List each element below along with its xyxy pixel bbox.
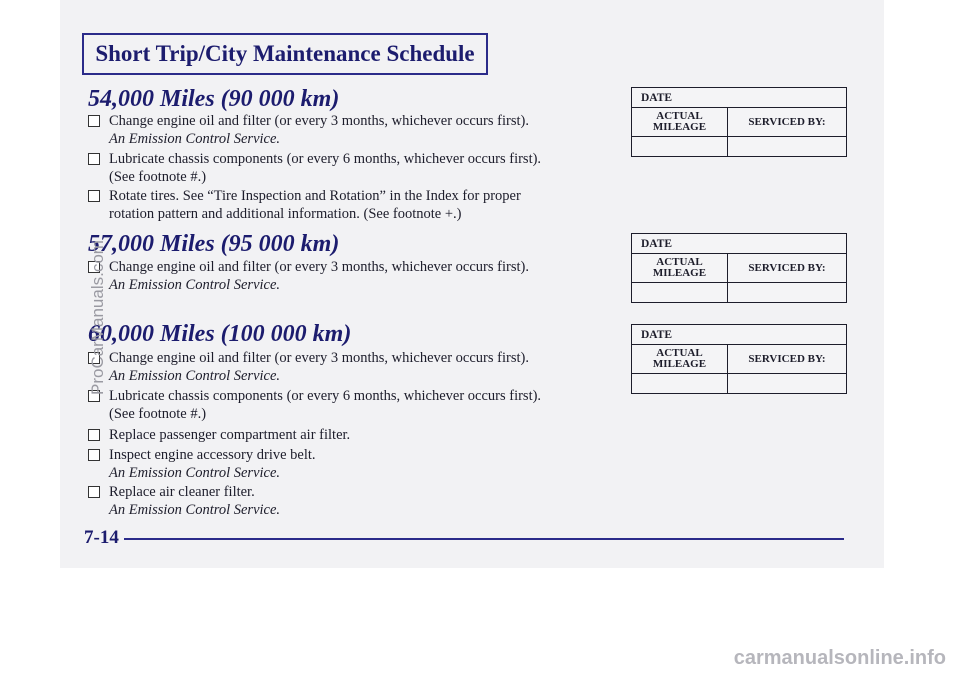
actual-mileage-header: ACTUAL MILEAGE: [632, 108, 728, 136]
checklist-item: Rotate tires. See “Tire Inspection and Rotation” in the Index for proper rotation pattern and additional information. (See footnote +.): [88, 187, 608, 223]
checkbox[interactable]: [88, 190, 100, 202]
date-field[interactable]: DATE: [632, 88, 846, 108]
checkbox[interactable]: [88, 429, 100, 441]
checklist-item: Change engine oil and filter (or every 3 months, whichever occurs first). An Emission Control Service.: [88, 112, 608, 148]
checklist-item: Inspect engine accessory drive belt. An Emission Control Service.: [88, 446, 608, 482]
checklist-item: Change engine oil and filter (or every 3 months, whichever occurs first). An Emission Control Service.: [88, 349, 608, 385]
mileage-entry-cell[interactable]: [632, 283, 728, 302]
checkbox[interactable]: [88, 449, 100, 461]
mileage-entry-cell[interactable]: [632, 137, 728, 156]
service-record-table: [631, 324, 847, 394]
checklist-item: Lubricate chassis components (or every 6 months, whichever occurs first). (See footnote #.): [88, 150, 608, 186]
page-number: 7-14: [84, 527, 119, 548]
watermark: ProCarManuals.com: [88, 240, 107, 395]
service-record-table: [631, 233, 847, 303]
checklist-item: Change engine oil and filter (or every 3 months, whichever occurs first). An Emission Control Service.: [88, 258, 608, 294]
page-title: Short Trip/City Maintenance Schedule: [95, 41, 475, 66]
footer-divider: [124, 538, 844, 540]
checklist-item: Lubricate chassis components (or every 6 months, whichever occurs first). (See footnote #.): [88, 387, 608, 423]
page-title-box: [82, 33, 488, 75]
serviced-by-header: SERVICED BY:: [748, 352, 826, 365]
checkbox[interactable]: [88, 486, 100, 498]
checklist-item: Replace air cleaner filter. An Emission Control Service.: [88, 483, 608, 519]
checkbox[interactable]: [88, 153, 100, 165]
section-title-57000: 57,000 Miles (95 000 km): [88, 231, 340, 257]
serviced-by-header: SERVICED BY:: [748, 261, 826, 274]
actual-mileage-header: ACTUAL MILEAGE: [632, 254, 728, 282]
section-title-60000: 60,000 Miles (100 000 km): [88, 321, 352, 347]
section-title-54000: 54,000 Miles (90 000 km): [88, 86, 340, 112]
date-field[interactable]: DATE: [632, 234, 846, 254]
checklist-item: Replace passenger compartment air filter.: [88, 426, 608, 444]
serviced-by-header: SERVICED BY:: [748, 115, 826, 128]
site-link[interactable]: carmanualsonline.info: [733, 647, 946, 669]
service-record-table: [631, 87, 847, 157]
date-field[interactable]: DATE: [632, 325, 846, 345]
actual-mileage-header: ACTUAL MILEAGE: [632, 345, 728, 373]
mileage-entry-cell[interactable]: [632, 374, 728, 393]
checkbox[interactable]: [88, 115, 100, 127]
